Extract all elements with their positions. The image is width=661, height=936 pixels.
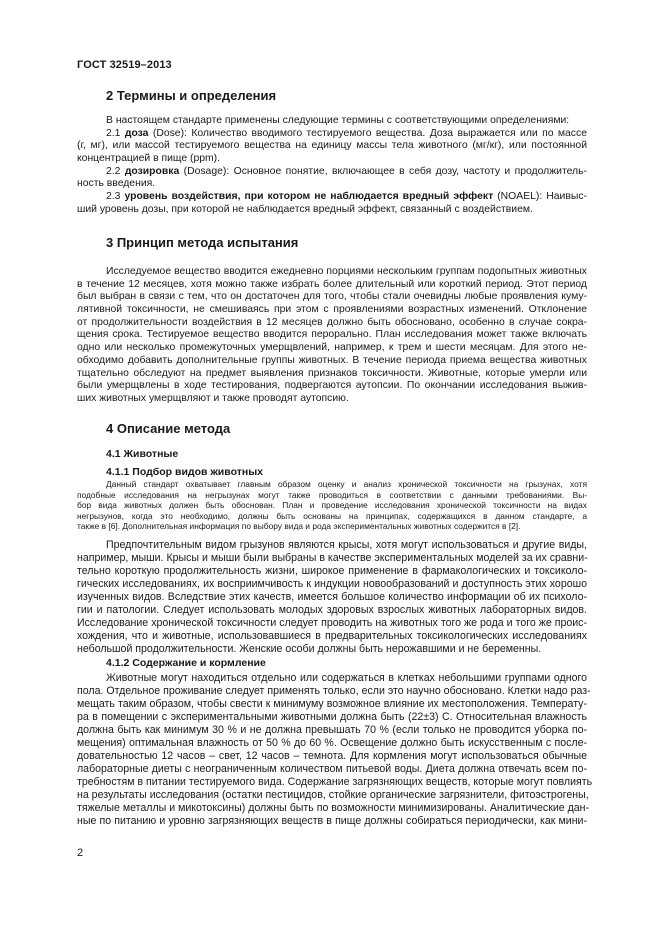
section-4-title: 4 Описание метода (106, 421, 231, 436)
text-run: (г, мг), или массой тестируемого вещества на единицу массы тела животного (мг/кг), или постоянной (77, 140, 587, 152)
text-line (77, 750, 587, 763)
text-run: ность введения. (77, 178, 156, 190)
text-line (77, 479, 587, 490)
term-bold: доза (124, 127, 149, 139)
section-3-title: 3 Принцип метода испытания (106, 235, 299, 250)
text-run: тщательно обследуют на предмет выявления признаков токсичности. Животные, которые умерли или (77, 367, 587, 379)
text-line (77, 191, 587, 204)
text-run: тельно короткую продолжительность жизни, широкое применение в фармакологических и токсиколо- (77, 565, 587, 577)
text-line (77, 724, 587, 737)
text-run: ший уровень дозы, при которой не наблюдается вредный эффект, связанный с воздействием. (77, 203, 533, 215)
text-run: Исследуемое вещество вводится ежедневно порциями нескольким группам подопытных животных (106, 266, 587, 277)
text-line (77, 763, 587, 776)
text-line (77, 776, 593, 789)
subsection-4-1-title: 4.1 Животные (106, 448, 179, 460)
text-line (77, 685, 591, 698)
text-run: например, мыши. Крысы и мыши были выбраны в качестве экспериментальных моделей за их сравни- (77, 552, 588, 564)
text-run: 2.1 (106, 127, 125, 139)
text-run: негрызунов, когда это необходимо, должны быть основаны на принципах, содержащихся в данном стандарте, а (77, 510, 587, 521)
text-run: требностям в питании тестируемого вида. Содержание загрязняющих веществ, которые могут повлиять (77, 776, 593, 788)
text-run: был выбран в связи с тем, что он достаточен для того, чтобы стали очевидны любые проявления куму- (77, 291, 587, 303)
text-run: тяжелые металлы и микотоксины) должны быть по возможности минимизированы. Аналитические дан- (77, 802, 590, 814)
text-run: ших животных умерщвляют и также проводят аутопсию. (77, 392, 349, 404)
text-run: бор вида животных должен быть обоснован. План и проведение исследования хронической токсичности на видах (77, 500, 587, 511)
text-run: гических исследованиях, их восприимчивость к индукции новообразований и доступность этих хорошо (77, 578, 587, 590)
text-run: довательностью 12 часов – свет, 12 часов – темнота. Для кормления могут использоваться обычные (77, 750, 587, 762)
text-run: мещения) оптимальная влажность от 50 % до 60 %. Освещение должно быть искусственным с после- (77, 737, 587, 749)
text-run: обходимо добавить дополнительные группы животных. В течение периода приема вещества животных (77, 354, 587, 366)
text-line (77, 368, 587, 381)
text-run: от продолжительности воздействия в 12 месяцев должно быть обосновано, особенно в случае сокра- (77, 316, 587, 328)
text-run: ра в помещении с экспериментальными животными должна быть (22±3) С. Относительная влажность (77, 711, 587, 723)
text-line (77, 490, 587, 501)
term-bold: уровень воздействия, при котором не наблюдается вредный эффект (124, 191, 494, 203)
text-run: Исследование хронической токсичности следует проводить на животных того же рода и того же проис- (77, 617, 587, 629)
text-line (77, 698, 587, 711)
section-2-body (77, 115, 587, 217)
text-line (77, 500, 587, 511)
text-line (77, 342, 587, 355)
text-line (77, 329, 587, 342)
text-line (77, 355, 587, 368)
subsection-4-1-1-title: 4.1.1 Подбор видов животных (106, 466, 264, 478)
standard-header: ГОСТ 32519–2013 (77, 59, 172, 71)
term-bold: дозировка (124, 165, 180, 177)
text-run: в течение 12 месяцев, хотя можно также избрать более длительный или короткий период. Этот период (77, 278, 587, 290)
section-2-title: 2 Термины и определения (106, 88, 277, 103)
text-run: (Dosage): Основное понятие, включающее в себя дозу, частоту и продолжитель- (179, 165, 587, 177)
section-3-body (77, 266, 587, 406)
page-number: 2 (77, 847, 84, 859)
text-run: Данный стандарт охватывает главным образом оценку и анализ хронической токсичности на грызунах, хотя (106, 479, 587, 489)
text-line (77, 266, 587, 279)
text-run: 2.2 (106, 165, 125, 177)
text-run: одно или несколько промежуточных умерщвлений, например, к трем и шести месяцам. Для этого не- (77, 342, 587, 354)
subsection-4-1-2-title: 4.1.2 Содержание и кормление (106, 657, 266, 669)
text-line (77, 380, 587, 393)
text-line (77, 279, 587, 292)
text-run: ные по питанию и уровню загрязняющих веществ в пище должны собираться периодически, как мини- (77, 815, 587, 827)
text-run: 2.3 (106, 191, 125, 203)
text-line (77, 511, 587, 522)
text-run: лабораторные диеты с неограниченным количеством питьевой воды. Диета должна отвечать всем по- (77, 763, 587, 775)
subsection-4-1-1-note (77, 479, 587, 532)
text-run: изученных видов. Вследствие этих качеств, имеется большое количество информации об их психоло- (77, 591, 587, 603)
text-line (77, 317, 587, 330)
text-line (77, 153, 587, 166)
text-line (77, 737, 587, 750)
text-run: гии и патологии. Следует использовать молодых здоровых взрослых животных лабораторных видов. (77, 604, 587, 616)
text-run: В настоящем стандарте применены следующие термины с соответствующими определениями: (106, 115, 570, 126)
text-line (77, 604, 587, 617)
text-line (77, 166, 587, 179)
text-run: концентрацией в пище (ppm). (77, 153, 221, 165)
text-line (77, 521, 587, 532)
text-line (77, 617, 587, 630)
text-line (77, 552, 587, 565)
text-run: мещать таким образом, чтобы свести к минимуму возможное влияние их местоположения. Температу- (77, 698, 587, 710)
text-line (77, 140, 587, 153)
text-run: Животные могут находиться отдельно или содержаться в клетках небольшими группами одного (106, 672, 587, 684)
text-line (77, 291, 587, 304)
subsection-4-1-2-body (77, 672, 593, 828)
text-line (77, 565, 587, 578)
text-line (77, 630, 587, 643)
text-line (77, 789, 587, 802)
text-line (77, 128, 587, 141)
subsection-4-1-1-body (77, 539, 587, 656)
text-run: небольшой продолжительности. Женские особи должны быть нерожавшими и не беременны. (77, 643, 542, 655)
text-line (77, 393, 587, 406)
text-run: хождения, что и животные, использовавшиеся в предварительных токсикологических исследованиях (77, 630, 587, 642)
text-line (77, 591, 587, 604)
text-run: (Dose): Количество вводимого тестируемого вещества. Доза выражается или по массе (148, 127, 587, 139)
text-run: должна быть как минимум 30 % и не должна превышать 70 % (если только не проводится уборка по- (77, 724, 587, 736)
text-run: пола. Отдельное проживание следует применять только, если это научно обосновано. Клетки надо раз- (77, 685, 591, 697)
text-run: лятивной токсичности, не смешиваясь при этом с проявлениями возрастных изменений. Отклонение (77, 304, 587, 316)
text-line (77, 578, 587, 591)
text-line (77, 802, 590, 815)
text-line (77, 115, 587, 128)
text-line (77, 815, 587, 828)
text-line (77, 672, 587, 685)
text-run: щения срока. Тестируемое вещество вводится перорально. План исследования может также включать (77, 329, 587, 341)
text-line (77, 711, 587, 724)
text-line (77, 539, 587, 552)
text-line (77, 643, 587, 656)
text-run: подобные исследования на негрызунах могут также проводиться в соответствии с данными требованиями. Вы- (77, 489, 587, 500)
text-line (77, 178, 587, 191)
text-run: Предпочтительным видом грызунов являются крысы, хотя могут использоваться и другие виды, (106, 539, 587, 551)
text-line (77, 304, 587, 317)
text-run: были умерщвлены в ходе тестирования, подвергаются аутопсии. По окончании исследования выжив- (77, 380, 587, 392)
text-run: на результаты исследования (остатки пестицидов, стойкие органические загрязнители, фитоэстрогены, (77, 789, 589, 801)
text-line (77, 204, 587, 217)
text-run: также в [6]. Дополнительная информация по выбору вида и рода экспериментальных животных содержится в [2]. (77, 521, 521, 532)
text-run: (NOAEL): Наивыс- (493, 191, 587, 203)
